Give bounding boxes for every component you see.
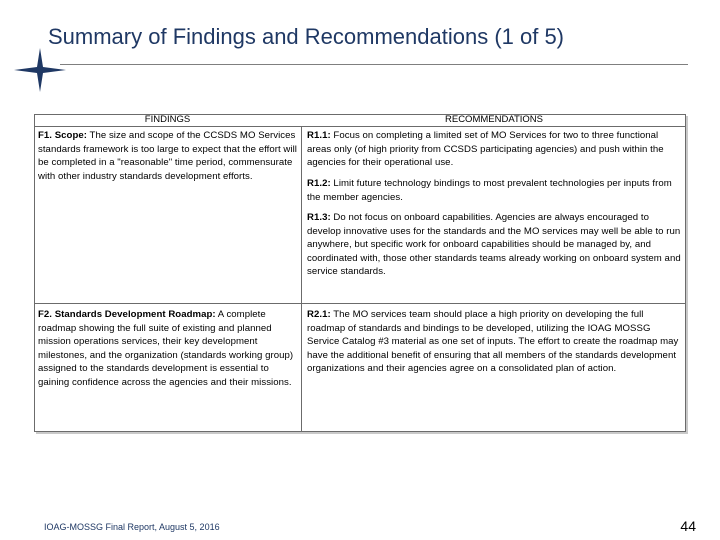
finding-text: The size and scope of the CCSDS MO Services standards framework is too large to expect that the effort will be completed in a "reasonable" time period, commensurate with other industry standards development efforts. [38, 130, 297, 182]
recommendation-r1-2 [307, 177, 679, 204]
slide-title: Summary of Findings and Recommendations (1 of 5) [48, 24, 565, 49]
footer-text: IOAG-MOSSG Final Report, August 5, 2016 [44, 522, 220, 532]
finding-f1 [38, 129, 297, 183]
finding-label: F2. Standards Development Roadmap: [38, 309, 216, 320]
recommendations-header: RECOMMENDATIONS [445, 114, 543, 125]
recommendation-text: Focus on completing a limited set of MO Services for two to three functional areas only (of high priority from CCSDS participating agencies) and push within the agencies for their operational use. [307, 130, 664, 169]
title-divider [60, 64, 688, 65]
recommendation-text: Do not focus on onboard capabilities. Agencies are always encouraged to develop innovative uses for the standards and the MO services may well be able to run anywhere, but specific work for onboard capabilities should be managed by, and coordinated with, those other standards teams already working on onboard system and service standards. [307, 212, 681, 278]
recommendation-r2-1 [307, 308, 679, 376]
findings-header: FINDINGS [144, 114, 191, 125]
compass-star-icon [10, 44, 70, 96]
column-divider [301, 126, 302, 431]
recommendation-text: Limit future technology bindings to most prevalent technologies per inputs from the member agencies. [307, 178, 672, 203]
recommendation-label: R1.2: [307, 178, 331, 189]
recommendation-r1-1 [307, 129, 679, 170]
recommendation-label: R1.3: [307, 212, 331, 223]
recommendation-text: The MO services team should place a high priority on developing the full roadmap of standards and bindings to be developed, utilizing the IOAG MOSSG Service Catalog #3 material as one set of inputs. The effort to create the roadmap may have the additional benefit of ensuring that all members of the standards development organizations and their agencies agree on a consolidated plan of action. [307, 309, 679, 375]
finding-label: F1. Scope: [38, 130, 88, 141]
page-number: 44 [680, 518, 696, 534]
finding-f2 [38, 308, 297, 390]
recommendation-label: R2.1: [307, 309, 331, 320]
recommendation-label: R1.1: [307, 130, 331, 141]
finding-text: A complete roadmap showing the full suite of existing and planned mission operations services, their key development milestones, and the organization (standards working group) assigned to the standards development is essential to gaining confidence across the agencies and their missions. [38, 309, 294, 388]
recommendation-r1-3 [307, 211, 683, 279]
